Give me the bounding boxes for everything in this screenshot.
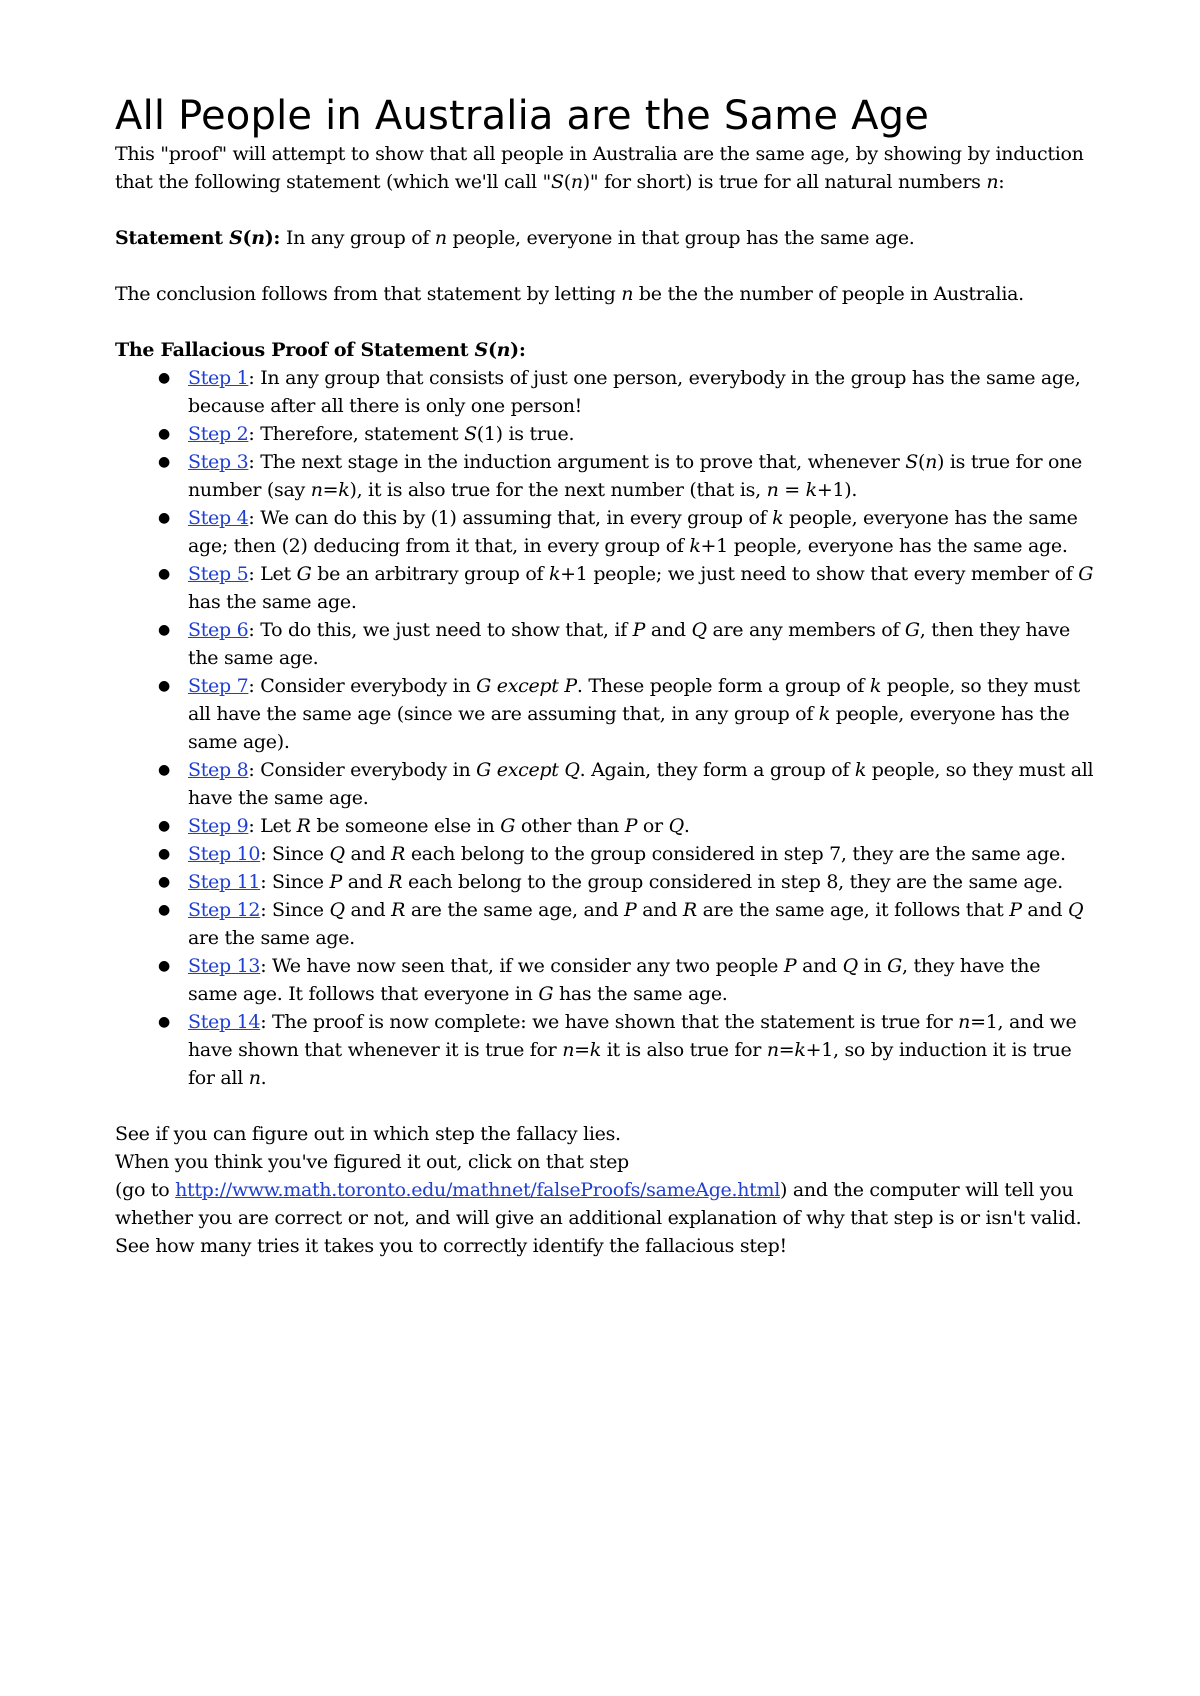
step-link-4[interactable]: Step 4 (188, 507, 249, 529)
step-link-6[interactable]: Step 6 (188, 619, 249, 641)
proof-heading-rparen: ): (510, 339, 526, 361)
step-text: or (637, 815, 669, 837)
bullet-icon: ● (158, 874, 170, 890)
spacer (115, 1092, 1095, 1120)
statement-rparen: ): (264, 227, 281, 249)
step-text: Q (691, 619, 707, 641)
step-text: =1, and we have shown that whenever it is true for (188, 1011, 1077, 1061)
step-text: = (322, 479, 339, 501)
statement-lparen: ( (242, 227, 252, 249)
step-text: R (682, 899, 697, 921)
step-text: and (636, 899, 683, 921)
step-text: n (310, 479, 323, 501)
bullet-icon: ● (158, 426, 170, 442)
step-text: = (778, 1039, 795, 1061)
step-text: R (391, 899, 406, 921)
step-text: and (796, 955, 843, 977)
conclusion-text-1: The conclusion follows from that statement by letting (115, 283, 622, 305)
step-text: P (329, 871, 342, 893)
closing-line-3-post: ) and the computer will tell you whether you are correct or not, and will give an additional explanation of why that step is or isn't valid. (115, 1179, 1082, 1229)
step-text: : We have now seen that, if we consider any two people (260, 955, 784, 977)
step-text: it is also true for (600, 1039, 767, 1061)
bullet-icon: ● (158, 622, 170, 638)
step-text: P (624, 815, 638, 837)
proof-heading-label: The Fallacious Proof of Statement (115, 339, 475, 361)
step-text: : The proof is now complete: we have shown that the statement is true for (260, 1011, 959, 1033)
statement-paragraph (115, 224, 1095, 252)
bullet-icon: ● (158, 1014, 170, 1030)
step-text: , they have the same age. It follows that everyone in (188, 955, 1041, 1005)
step-text: P (783, 955, 797, 977)
step-text: and (344, 843, 392, 865)
spacer (115, 308, 1095, 336)
step-link-3[interactable]: Step 3 (188, 451, 249, 473)
statement-n: n (434, 227, 447, 249)
spacer (115, 252, 1095, 280)
proof-heading-s-symbol: S (474, 339, 488, 361)
step-text: : Since (260, 899, 330, 921)
step-text: : In any group that consists of just one person, everybody in the group has the same age, because after all there is only one person! (188, 367, 1081, 417)
step-text: G (500, 815, 516, 837)
step-text: S (905, 451, 918, 473)
intro-text-2: " for short) is true for all natural numbers (589, 171, 987, 193)
bullet-icon: ● (158, 846, 170, 862)
step-text: has the same age. (553, 983, 728, 1005)
bullet-icon: ● (158, 958, 170, 974)
bullet-icon: ● (158, 370, 170, 386)
step-text: . These people form a group of (576, 675, 870, 697)
statement-text-2: people, everyone in that group has the same age. (446, 227, 915, 249)
steps-list (115, 364, 1095, 1092)
step-text: P (632, 619, 646, 641)
step-item (158, 756, 1095, 812)
step-text: except P (496, 675, 577, 697)
intro-text-3: : (998, 171, 1005, 193)
step-text: ) is true for one number (say (188, 451, 1083, 501)
step-text: R (296, 815, 311, 837)
step-text: Q (329, 843, 345, 865)
conclusion-paragraph (115, 280, 1095, 308)
step-text: Q (1067, 899, 1084, 921)
step-link-10[interactable]: Step 10 (188, 843, 261, 865)
step-item (158, 952, 1095, 1008)
step-item (158, 420, 1095, 448)
closing-line-1: See if you can figure out in which step the fallacy lies. (115, 1123, 621, 1145)
step-text: k (854, 759, 867, 781)
statement-text-1: In any group of (280, 227, 435, 249)
step-text: : Let (248, 815, 297, 837)
step-text: Q (668, 815, 684, 837)
step-text: are the same age. (188, 927, 355, 949)
step-text: other than (515, 815, 625, 837)
statement-n-symbol: n (251, 227, 265, 249)
same-age-url-link[interactable]: http://www.math.toronto.edu/mathnet/falseProofs/sameAge.html (175, 1179, 781, 1201)
step-text: R (388, 871, 403, 893)
step-text: +1). (816, 479, 858, 501)
bullet-icon: ● (158, 818, 170, 834)
step-text: and (344, 899, 392, 921)
step-item (158, 616, 1095, 672)
closing-line-3-pre: (go to (115, 1179, 176, 1201)
step-text: : Since (260, 871, 330, 893)
step-text: and (645, 619, 692, 641)
statement-label (115, 227, 280, 249)
step-text: G (476, 759, 492, 781)
step-text: +1 people; we just need to show that every member of (560, 563, 1079, 585)
statement-s-symbol: S (229, 227, 243, 249)
proof-heading-n-symbol: n (496, 339, 511, 361)
step-text: k (805, 479, 817, 501)
step-text: n (248, 1067, 261, 1089)
bullet-icon: ● (158, 454, 170, 470)
step-text: each belong to the group considered in step 7, they are the same age. (405, 843, 1066, 865)
step-text: and (1021, 899, 1068, 921)
step-text: people, everyone has the same age; then (2) deducing from it that, in every group of (188, 507, 1078, 557)
conclusion-n: n (621, 283, 634, 305)
step-item (158, 448, 1095, 504)
step-text: : Let (248, 563, 297, 585)
step-text: : Consider everybody in (248, 675, 477, 697)
step-text: n (766, 1039, 779, 1061)
step-text: +1 people, everyone has the same age. (700, 535, 1068, 557)
bullet-icon: ● (158, 902, 170, 918)
step-text: k (689, 535, 701, 557)
step-text: ( (917, 451, 926, 473)
step-item (158, 1008, 1095, 1092)
step-link-5[interactable]: Step 5 (188, 563, 249, 585)
step-text: R (391, 843, 406, 865)
step-text: be someone else in (310, 815, 501, 837)
step-text: k (589, 1039, 601, 1061)
step-text: G (538, 983, 554, 1005)
step-text: , then they have the same age. (188, 619, 1070, 669)
step-link-9[interactable]: Step 9 (188, 815, 249, 837)
step-text: are the same age, and (405, 899, 625, 921)
step-text: are any members of (706, 619, 905, 641)
step-text: . Again, they form a group of (579, 759, 855, 781)
step-link-8[interactable]: Step 8 (188, 759, 249, 781)
intro-n-final: n (986, 171, 999, 193)
step-text: people, everyone has the same age). (188, 703, 1070, 753)
proof-heading-lparen: ( (487, 339, 497, 361)
step-item (158, 896, 1095, 952)
step-text: . (683, 815, 690, 837)
step-text: are the same age, it follows that (696, 899, 1010, 921)
step-link-2[interactable]: Step 2 (188, 423, 249, 445)
step-text: people, so they must all have the same age (since we are assuming that, in any group of (188, 675, 1080, 725)
step-text: S (464, 423, 477, 445)
page-title: All People in Australia are the Same Age (115, 93, 930, 139)
step-text: k (818, 703, 831, 725)
intro-rparen: ) (582, 171, 590, 193)
bullet-icon: ● (158, 762, 170, 778)
step-text: n (766, 479, 779, 501)
step-text: except Q (496, 759, 580, 781)
step-text: ), it is also true for the next number (that is, (349, 479, 767, 501)
intro-n-symbol: n (570, 171, 583, 193)
step-item (158, 504, 1095, 560)
step-text: : The next stage in the induction argument is to prove that, whenever (248, 451, 906, 473)
step-text: n (562, 1039, 575, 1061)
proof-heading (115, 336, 1095, 364)
step-text: P (1009, 899, 1022, 921)
step-text: G (1078, 563, 1094, 585)
step-text: : Consider everybody in (248, 759, 477, 781)
step-text: Q (329, 899, 345, 921)
step-text: : We can do this by (1) assuming that, in every group of (248, 507, 773, 529)
step-item (158, 672, 1095, 756)
intro-s-symbol: S (550, 171, 564, 193)
step-text: k (772, 507, 784, 529)
step-text: : Therefore, statement (248, 423, 465, 445)
step-text: in (857, 955, 888, 977)
conclusion-text-2: be the the number of people in Australia. (633, 283, 1024, 305)
step-text: n (958, 1011, 971, 1033)
step-item (158, 868, 1095, 896)
statement-label-text: Statement (115, 227, 230, 249)
step-item (158, 840, 1095, 868)
step-text: : To do this, we just need to show that, if (248, 619, 633, 641)
step-text: = (574, 1039, 590, 1061)
step-text: k (794, 1039, 806, 1061)
step-text: has the same age. (188, 591, 357, 613)
step-item (158, 560, 1095, 616)
closing-line-3 (115, 1176, 1095, 1232)
document-page (115, 92, 1095, 1260)
step-text: each belong to the group considered in step 8, they are the same age. (402, 871, 1063, 893)
step-link-11[interactable]: Step 11 (188, 871, 261, 893)
step-text: G (296, 563, 312, 585)
step-link-12[interactable]: Step 12 (188, 899, 261, 921)
step-text: +1, so by induction it is true for all (188, 1039, 1072, 1089)
step-text: : Since (260, 843, 330, 865)
step-item (158, 364, 1095, 420)
step-link-7[interactable]: Step 7 (188, 675, 249, 697)
spacer (115, 196, 1095, 224)
bullet-icon: ● (158, 566, 170, 582)
step-text: G (476, 675, 492, 697)
step-text: k (548, 563, 561, 585)
intro-text-1: This "proof" will attempt to show that all people in Australia are the same age, by showing by induction that the following statement (which we'll call " (115, 143, 1084, 193)
step-text: P (624, 899, 637, 921)
step-text: n (925, 451, 938, 473)
step-text: = (778, 479, 806, 501)
step-item (158, 812, 1095, 840)
step-text: and (341, 871, 389, 893)
closing-line-4: See how many tries it takes you to correctly identify the fallacious step! (115, 1235, 787, 1257)
step-text: . (260, 1067, 267, 1089)
step-text: Q (842, 955, 858, 977)
step-text: k (338, 479, 350, 501)
step-text: be an arbitrary group of (311, 563, 549, 585)
bullet-icon: ● (158, 678, 170, 694)
intro-lparen: ( (563, 171, 571, 193)
step-link-14[interactable]: Step 14 (188, 1011, 261, 1033)
step-link-1[interactable]: Step 1 (188, 367, 249, 389)
step-text: k (869, 675, 882, 697)
bullet-icon: ● (158, 510, 170, 526)
step-text: (1) is true. (476, 423, 575, 445)
step-text: G (887, 955, 903, 977)
intro-paragraph (115, 140, 1095, 196)
closing-line-2: When you think you've figured it out, click on that step (115, 1151, 629, 1173)
step-link-13[interactable]: Step 13 (188, 955, 261, 977)
step-text: G (904, 619, 920, 641)
step-text: people, so they must all have the same age. (188, 759, 1094, 809)
